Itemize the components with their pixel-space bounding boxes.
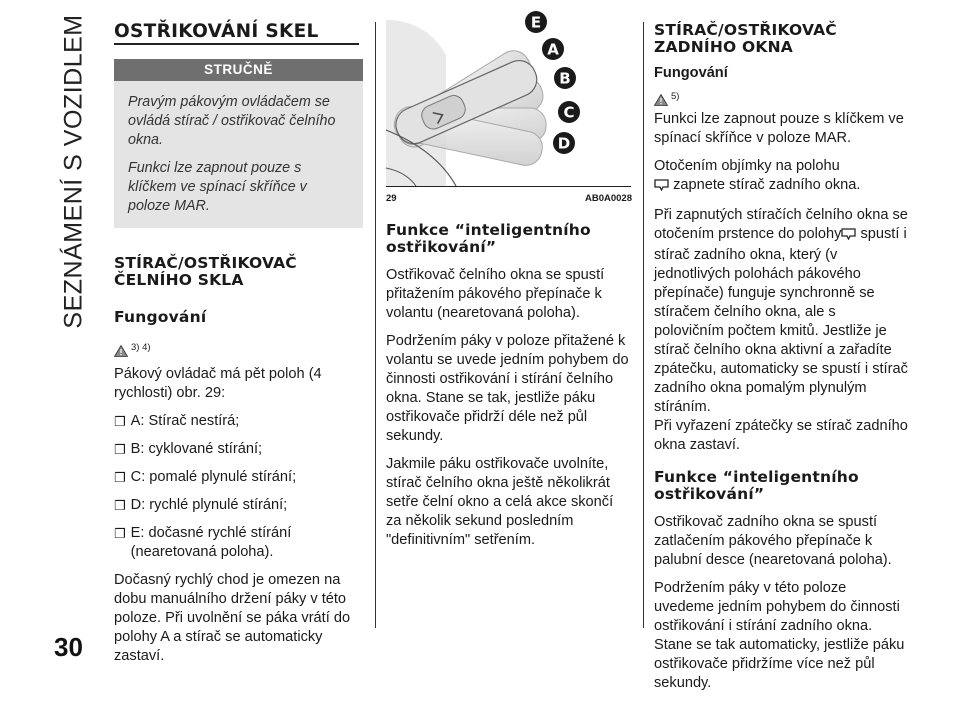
warning-reference xyxy=(114,338,363,357)
warning-refs: 5) xyxy=(671,91,680,102)
rear-wiper-paragraph-3: Při zapnutých stíračích čelního okna se otočením prstence do polohy spustí i stírač zadního okna, který (v jednotlivých polohách pákového přepínače) funguje synchronně se stíračem čelního okna, ale s polovičním počtem kmitů. Jestliže je stírač čelního okna aktivní a zařadíte zpátečku, automaticky se spustí i stírač zadního okna pomalým plynulým stíráním. Při vyřazení zpátečky se stírač zadního okna zastaví. xyxy=(654,207,908,453)
smart-washing-paragraph-2: Podržením páky v poloze přitažené k volantu se uvede jedním pohybem do činnosti ostřikování i stírání čelního okna. Stane se tak, jestliže páku ostřikovače přidrží déle než půl sekundy. xyxy=(386,333,629,444)
page-number: 30 xyxy=(54,632,83,662)
figure-number: 29 xyxy=(386,193,397,204)
rear-wiper-subheading: Fungování xyxy=(654,65,728,81)
summary-label: STRUČNĚ xyxy=(114,59,363,81)
column-divider xyxy=(375,22,376,628)
wiper-lever-illustration xyxy=(386,0,631,186)
smart-washing-paragraph-1: Ostřikovač čelního okna se spustí přitažením pákového přepínače k volantu (nearetovaná poloha). xyxy=(386,267,605,321)
rear-smart-washing-paragraph-2: Podržením páky v této poloze uvedeme jedním pohybem do činnosti ostřikování i stírání zadního okna. Stane se tak automaticky, jestliže páku ostřikovače přidržíme více než půl sekundy. xyxy=(654,580,905,691)
rear-wiper-heading: STÍRAČ/OSTŘIKOVAČ ZADNÍHO OKNA xyxy=(654,21,837,56)
rear-smart-washing-heading: Funkce “inteligentního ostřikování” xyxy=(654,468,859,503)
column-divider xyxy=(643,22,644,628)
section-title: OSTŘIKOVÁNÍ SKEL xyxy=(114,22,359,45)
fig-label-a: A xyxy=(547,40,559,59)
warning-reference xyxy=(654,87,908,106)
fig-label-e: E xyxy=(530,13,542,32)
warning-refs: 3) 4) xyxy=(131,342,151,353)
summary-paragraph-2: Funkci lze zapnout pouze s klíčkem ve spínací skříňce v poloze MAR. xyxy=(128,160,307,214)
column-2 xyxy=(386,13,632,559)
temporary-mode-paragraph: Dočasný rychlý chod je omezen na dobu manuálního držení páky v této poloze. Při uvolnění se páka vrátí do polohy A a stírač se automaticky zastaví. xyxy=(114,572,351,664)
figure-29 xyxy=(386,0,631,187)
summary-box xyxy=(114,81,363,228)
fig-label-d: D xyxy=(557,134,571,153)
summary-paragraph-1: Pravým pákovým ovládačem se ovládá stírač / ostřikovač čelního okna. xyxy=(128,94,336,148)
list-item: ❒ A: Stírač nestírá; xyxy=(114,413,240,429)
rear-wiper-paragraph-2: Otočením objímky na polohu zapnete stírač zadního okna. xyxy=(654,157,908,197)
column-1 xyxy=(114,22,363,675)
fig-label-c: C xyxy=(563,103,575,122)
rear-wiper-paragraph-1: Funkci lze zapnout pouze s klíčkem ve spínací skříňce v poloze MAR. xyxy=(654,111,904,146)
smart-washing-heading: Funkce “inteligentního ostřikování” xyxy=(386,221,591,256)
list-item: ❒ C: pomalé plynulé stírání; xyxy=(114,469,297,485)
figure-code: AB0A0028 xyxy=(585,193,632,204)
side-section-title-text: SEZNÁMENÍ S VOZIDLEM xyxy=(59,13,88,329)
warning-triangle-icon xyxy=(654,94,668,106)
warning-triangle-icon xyxy=(114,345,128,357)
figure-caption xyxy=(386,189,632,208)
column-3 xyxy=(654,22,908,702)
rear-wiper-symbol-icon xyxy=(654,178,669,197)
list-item: ❒ E: dočasné rychlé stírání (nearetovaná poloha). xyxy=(114,525,292,560)
lever-intro: Pákový ovládač má pět poloh (4 rychlosti) obr. 29: xyxy=(114,366,322,401)
rear-smart-washing-paragraph-1: Ostřikovač zadního okna se spustí zatlačením pákového přepínače k palubní desce (nearetovaná poloha). xyxy=(654,514,892,568)
list-item: ❒ D: rychlé plynulé stírání; xyxy=(114,497,288,513)
front-wiper-subheading: Fungování xyxy=(114,308,207,326)
rear-wiper-symbol-icon xyxy=(841,227,856,246)
front-wiper-heading: STÍRAČ/OSTŘIKOVAČ ČELNÍHO SKLA xyxy=(114,254,297,289)
side-section-title xyxy=(56,13,92,329)
smart-washing-paragraph-3: Jakmile páku ostřikovače uvolníte, stírač čelního okna ještě několikrát setře čelní okno a celá akce skončí za několik sekund posledním "definitivním" setřením. xyxy=(386,456,614,548)
fig-label-b: B xyxy=(559,69,571,88)
list-item: ❒ B: cyklované stírání; xyxy=(114,441,263,457)
